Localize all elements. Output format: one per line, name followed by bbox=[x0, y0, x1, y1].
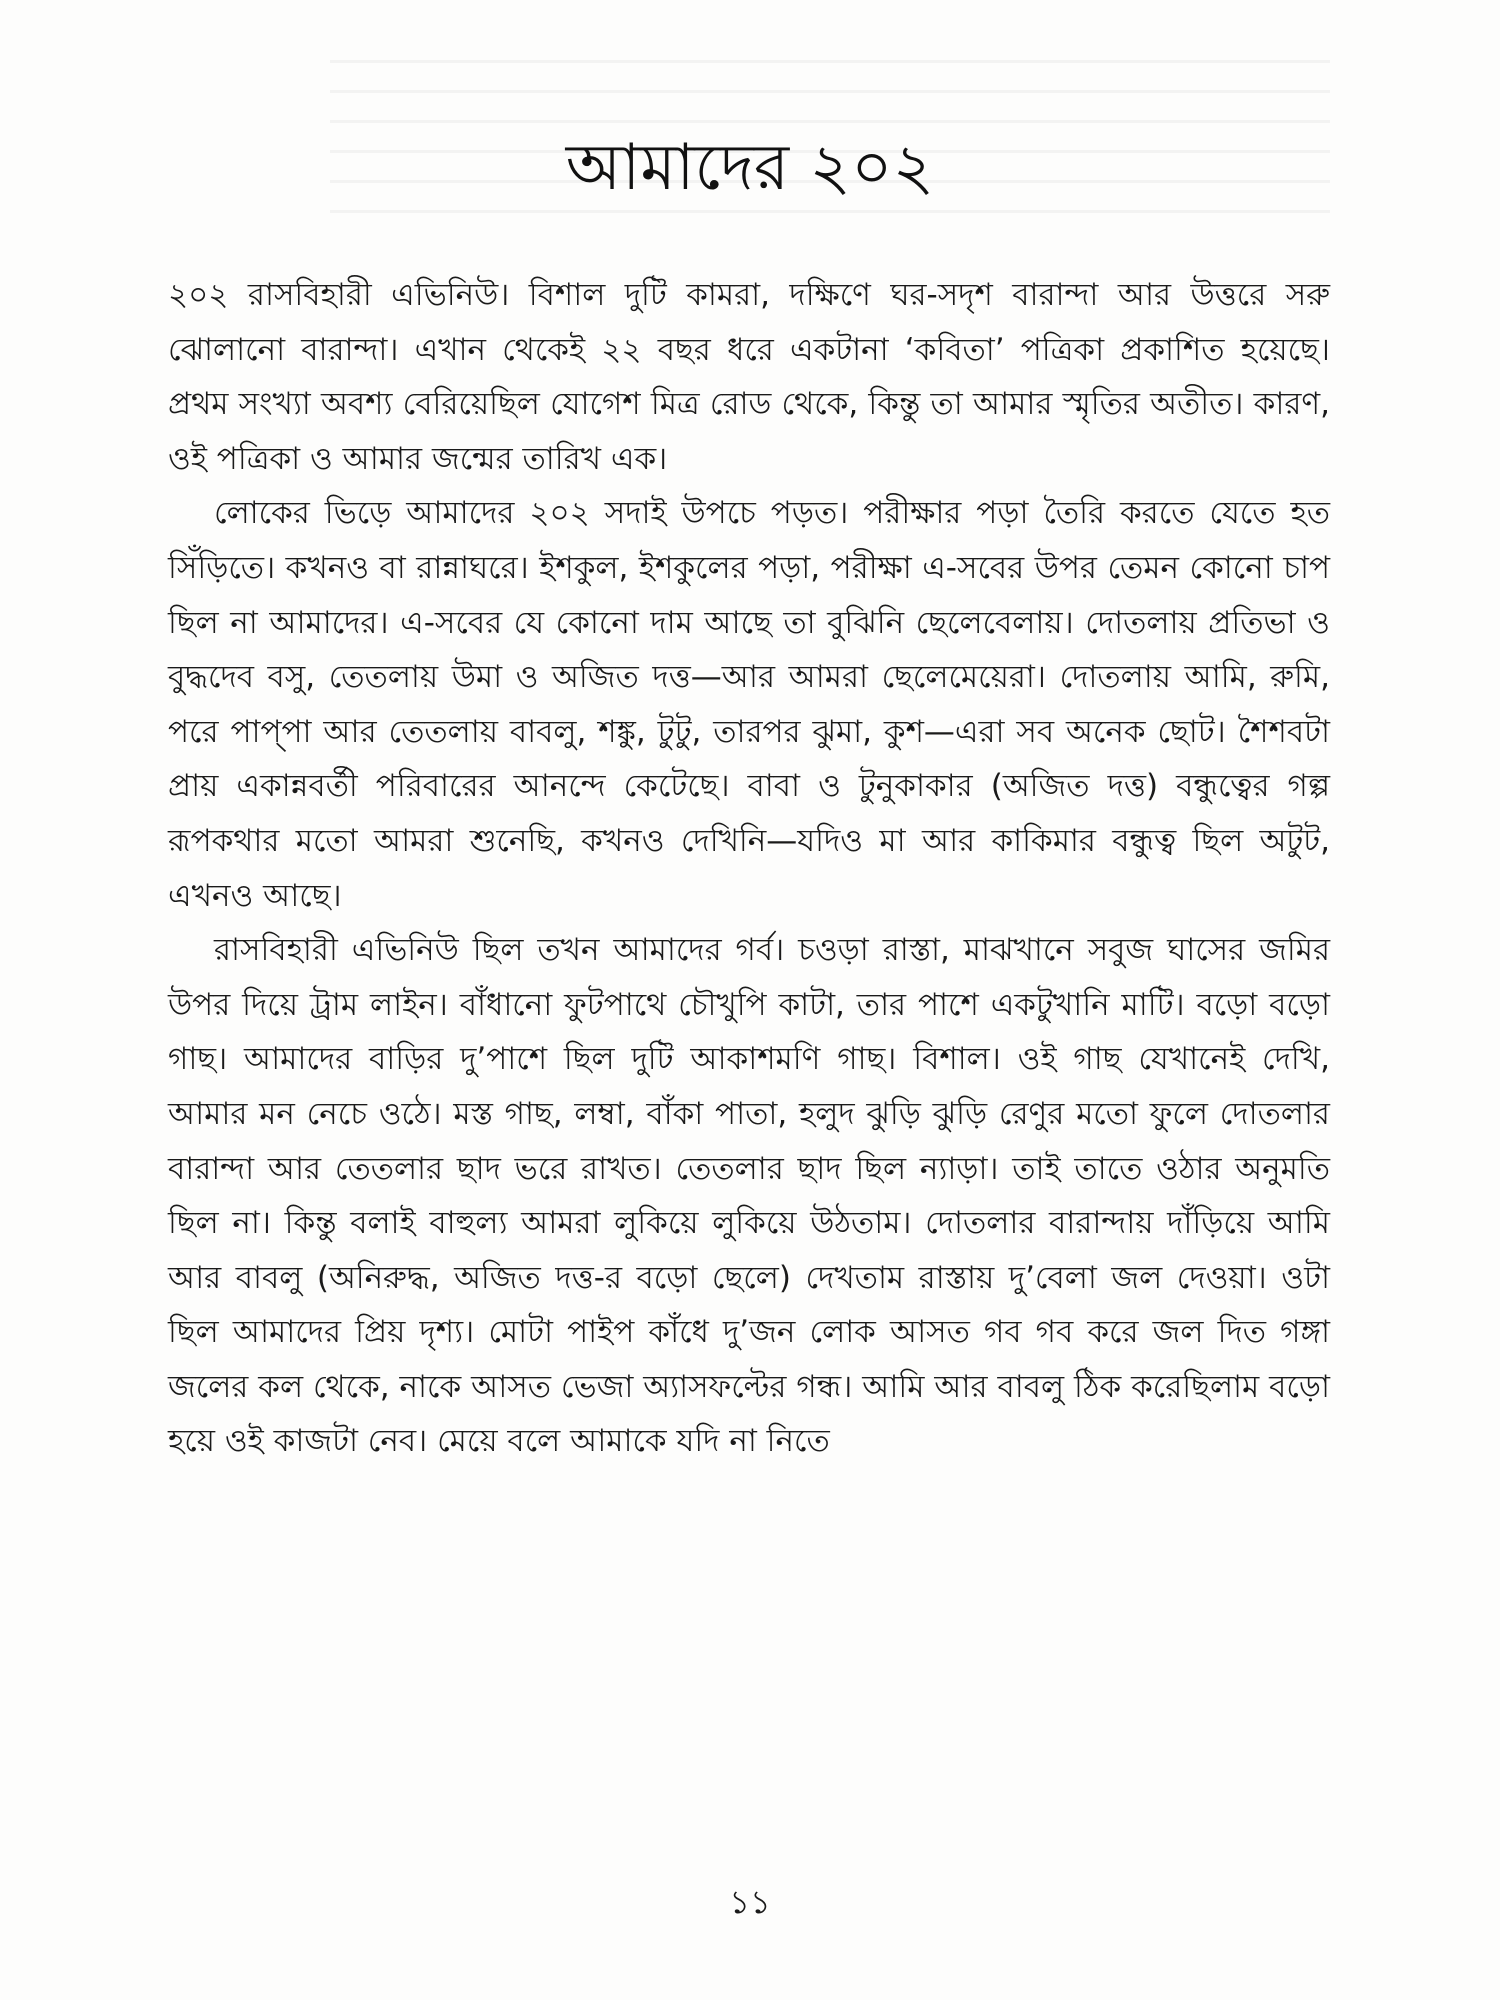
paragraph-2: লোকের ভিড়ে আমাদের ২০২ সদাই উপচে পড়ত। পরীক্ষার পড়া তৈরি করতে যেতে হত সিঁড়িতে। কখনও বা রান্নাঘরে। ইশকুল, ইশকুলের পড়া, পরীক্ষা এ-সবের উপর তেমন কোনো চাপ ছিল না আমাদের। এ-সবের যে কোনো দাম আছে তা বুঝিনি ছেলেবেলায়। দোতলায় প্রতিভা ও বুদ্ধদেব বসু, তেতলায় উমা ও অজিত দত্ত—আর আমরা ছেলেমেয়েরা। দোতলায় আমি, রুমি, পরে পাপ্‌পা আর তেতলায় বাবলু, শঙ্কু, টুটু, তারপর ঝুমা, কুশ—এরা সব অনেক ছোট। শৈশবটা প্রায় একান্নবর্তী পরিবারের আনন্দে কেটেছে। বাবা ও টুনুকাকার (অজিত দত্ত) বন্ধুত্বের গল্প রূপকথার মতো আমরা শুনেছি, কখনও দেখিনি—যদিও মা আর কাকিমার বন্ধুত্ব ছিল অটুট, এখনও আছে। bbox=[168, 495, 1330, 914]
paragraph-3: রাসবিহারী এভিনিউ ছিল তখন আমাদের গর্ব। চওড়া রাস্তা, মাঝখানে সবুজ ঘাসের জমির উপর দিয়ে ট্রাম লাইন। বাঁধানো ফুটপাথে চৌখুপি কাটা, তার পাশে একটুখানি মাটি। বড়ো বড়ো গাছ। আমাদের বাড়ির দু’পাশে ছিল দুটি আকাশমণি গাছ। বিশাল। ওই গাছ যেখানেই দেখি, আমার মন নেচে ওঠে। মস্ত গাছ, লম্বা, বাঁকা পাতা, হলুদ ঝুড়ি ঝুড়ি রেণুর মতো ফুলে দোতলার বারান্দা আর তেতলার ছাদ ভরে রাখত। তেতলার ছাদ ছিল ন্যাড়া। তাই তাতে ওঠার অনুমতি ছিল না। কিন্তু বলাই বাহুল্য আমরা লুকিয়ে লুকিয়ে উঠতাম। দোতলার বারান্দায় দাঁড়িয়ে আমি আর বাবলু (অনিরুদ্ধ, অজিত দত্ত-র বড়ো ছেলে) দেখতাম রাস্তায় দু’বেলা জল দেওয়া। ওটা ছিল আমাদের প্রিয় দৃশ্য। মোটা পাইপ কাঁধে দু’জন লোক আসত গব গব করে জল দিত গঙ্গা জলের কল থেকে, নাকে আসত ভেজা অ্যাসফল্টের গন্ধ। আমি আর বাবলু ঠিক করেছিলাম বড়ো হয়ে ওই কাজটা নেব। মেয়ে বলে আমাকে যদি না নিতে bbox=[168, 932, 1330, 1460]
page-number: ১১ bbox=[729, 1883, 771, 1921]
body-text bbox=[168, 268, 1330, 1469]
chapter-title: আমাদের ২০২ bbox=[565, 131, 935, 205]
paragraph-1: ২০২ রাসবিহারী এভিনিউ। বিশাল দুটি কামরা, দক্ষিণে ঘর-সদৃশ বারান্দা আর উত্তরে সরু ঝোলানো বারান্দা। এখান থেকেই ২২ বছর ধরে একটানা ‘কবিতা’ পত্রিকা প্রকাশিত হয়েছে। প্রথম সংখ্যা অবশ্য বেরিয়েছিল যোগেশ মিত্র রোড থেকে, কিন্তু তা আমার স্মৃতির অতীত। কারণ, ওই পত্রিকা ও আমার জন্মের তারিখ এক। bbox=[168, 277, 1330, 477]
